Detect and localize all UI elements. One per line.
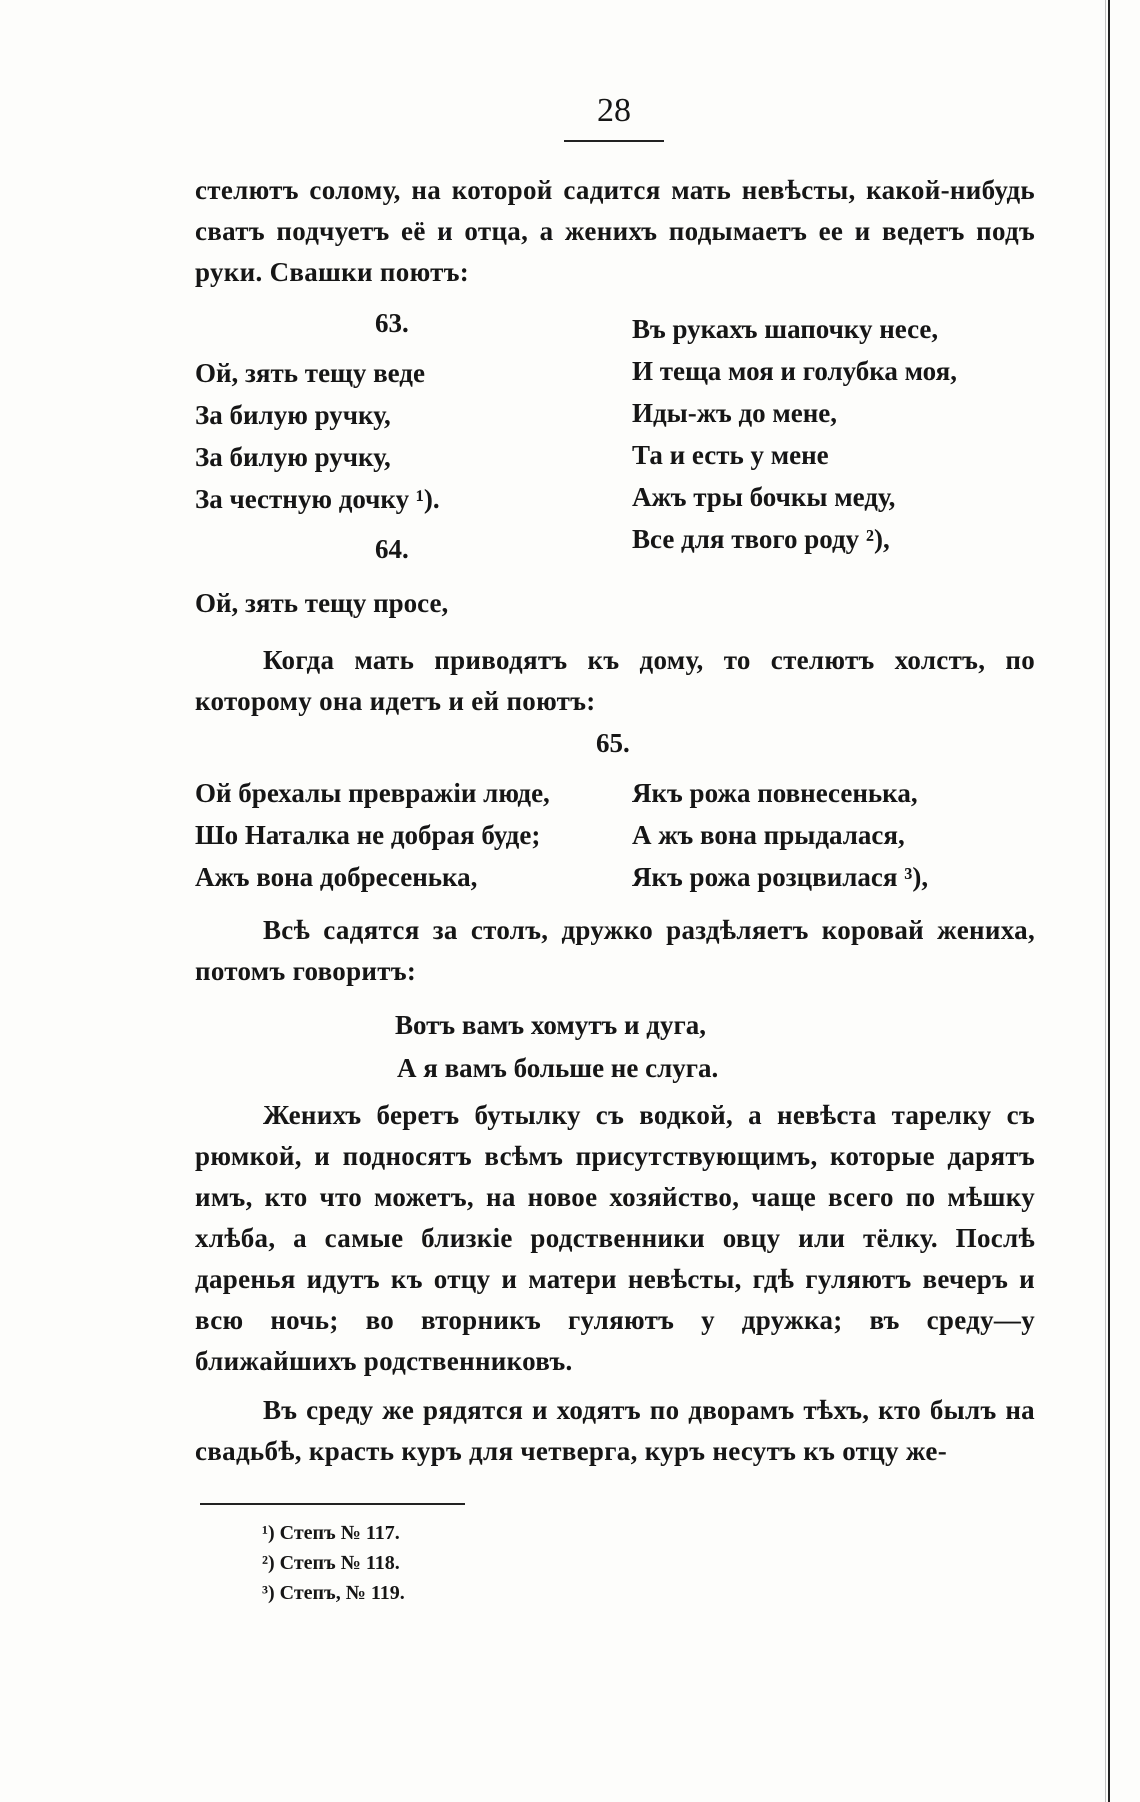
song-63-right-column [632, 308, 957, 560]
paragraph-4: Женихъ беретъ бутылку съ водкой, а невѣста тарелку съ рюмкой, и подносятъ всѣмъ присутствующимъ, которые дарятъ имъ, кто что можетъ, на новое хозяйство, чаще всего по мѣшку хлѣба, а самые близкіе родственники овцу или тёлку. Послѣ даренья идутъ къ отцу и матери невѣсты, гдѣ гуляютъ вечеръ и всю ночь; во вторникъ гуляютъ у дружка; въ среду—у ближайшихъ родственниковъ. [195, 1100, 1035, 1376]
page-number: 28 [597, 92, 631, 129]
song-64-line: Ой, зять тещу просе, [195, 588, 449, 618]
song-65-number: 65. [596, 728, 630, 758]
verse-line: Все для твого роду ²), [632, 524, 890, 554]
verse-line: Та и есть у мене [632, 440, 829, 470]
verse-line: Ой, зять тещу веде [195, 358, 425, 388]
verse-line: Ой брехалы превражіи люде, [195, 778, 550, 808]
verse-line: За честную дочку ¹). [195, 484, 440, 514]
footnotes [262, 1518, 405, 1608]
verse-line: Иды-жъ до мене, [632, 398, 838, 428]
paragraph-2: Когда мать приводятъ къ дому, то стелютъ холстъ, по которому она идетъ и ей поютъ: [195, 645, 1035, 716]
verse-line: За билую ручку, [195, 442, 391, 472]
couplet [395, 1004, 718, 1090]
footnote: ¹) Степъ № 117. [262, 1522, 400, 1544]
verse-line: Якъ рожа повнесенька, [632, 778, 918, 808]
footnote: ³) Степъ, № 119. [262, 1582, 405, 1604]
paragraph-5: Въ среду же рядятся и ходятъ по дворамъ тѣхъ, кто былъ на свадьбѣ, красть куръ для четверга, куръ несутъ къ отцу же- [195, 1395, 1035, 1466]
paragraph-3: Всѣ садятся за столъ, дружко раздѣляетъ коровай жениха, потомъ говоритъ: [195, 915, 1035, 986]
page-edge-line [1108, 0, 1110, 1802]
page-number-rule [564, 140, 664, 142]
song-65-right-column [632, 772, 928, 898]
page-edge-shadow [1105, 0, 1106, 1802]
verse-line: Шо Наталка не добрая буде; [195, 820, 541, 850]
paragraph-1: стелютъ солому, на которой садится мать невѣсты, какой-нибудь сватъ подчуетъ её и отца, а женихъ подымаетъ ее и ведетъ подъ руки. Свашки поютъ: [195, 175, 1035, 287]
song-64-number: 64. [375, 534, 409, 564]
verse-line: Въ рукахъ шапочку несе, [632, 314, 939, 344]
footnote-rule [200, 1503, 465, 1505]
song-63-left-column [195, 352, 440, 520]
couplet-line: Вотъ вамъ хомутъ и дуга, [395, 1010, 706, 1040]
couplet-line: А я вамъ больше не слуга. [397, 1053, 719, 1083]
verse-line: А жъ вона прыдалася, [632, 820, 905, 850]
footnote: ²) Степъ № 118. [262, 1552, 400, 1574]
verse-line: Ажъ тры бочкы меду, [632, 482, 896, 512]
verse-line: За билую ручку, [195, 400, 391, 430]
song-65-left-column [195, 772, 550, 898]
song-63-number: 63. [375, 308, 409, 338]
verse-line: И теща моя и голубка моя, [632, 356, 958, 386]
verse-line: Ажъ вона добресенька, [195, 862, 478, 892]
verse-line: Якъ рожа розцвилася ³), [632, 862, 929, 892]
